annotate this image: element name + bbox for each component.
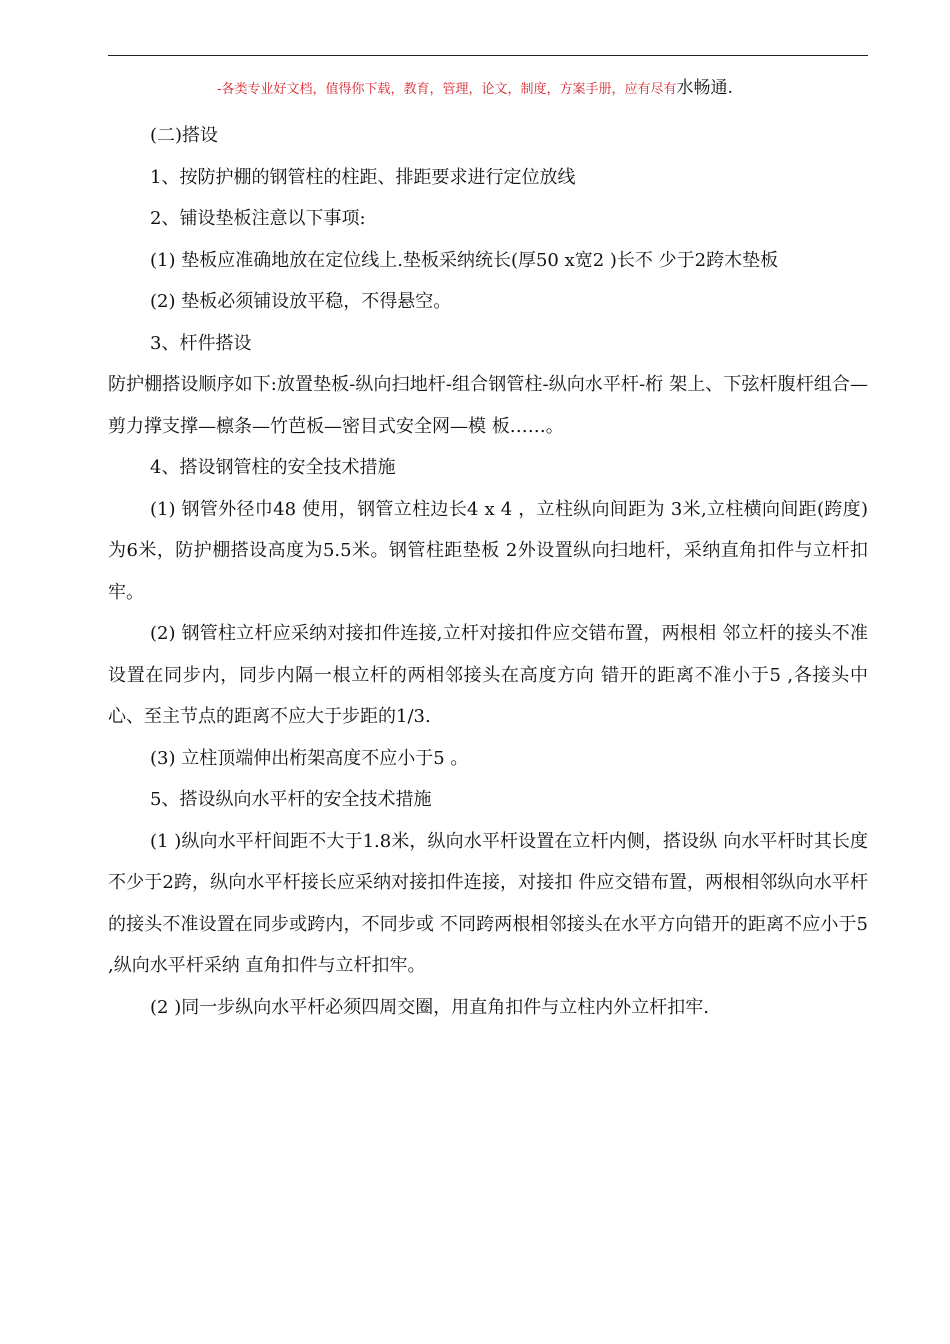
paragraph: 4、搭设钢管柱的安全技术措施 <box>150 457 396 478</box>
header-note: -各类专业好文档，值得你下载，教育，管理，论文，制度，方案手册，应有尽有 <box>217 82 677 97</box>
page-header <box>0 73 950 98</box>
paragraph: 5、搭设纵向水平杆的安全技术措施 <box>150 789 432 810</box>
paragraph: (1) 钢管外径巾48 使用，钢管立柱边长4 x 4 ，立柱纵向间距为 3米,立柱横向间距(跨度)为6米，防护棚搭设高度为5.5米。钢管柱距垫板 2外设置纵向扫地杆，采纳直角扣件与立杆扣牢。 <box>108 498 868 603</box>
paragraph: 2、铺设垫板注意以下事项: <box>150 208 366 229</box>
paragraph: (2) 钢管柱立杆应采纳对接扣件连接,立杆对接扣件应交错布置，两根相 邻立杆的接头不准设置在同步内，同步内隔一根立杆的两相邻接头在高度方向 错开的距离不准小于5 ,各接头中心、至主节点的距离不应大于步距的1/3. <box>108 623 868 727</box>
paragraph: (2) 垫板必须铺设放平稳，不得悬空。 <box>150 291 452 312</box>
paragraph: (1) 垫板应准确地放在定位线上.垫板采纳统长(厚50 x宽2 )长不 少于2跨木垫板 <box>150 249 779 271</box>
paragraph: 防护棚搭设顺序如下:放置垫板-纵向扫地杆-组合钢管柱-纵向水平杆-桁 架上、下弦杆腹杆组合—剪力撑支撑—檩条—竹芭板—密目式安全网—模 板……。 <box>108 374 868 437</box>
paragraph: 1、按防护棚的钢管柱的柱距、排距要求进行定位放线 <box>150 166 576 188</box>
paragraph: (1 )纵向水平杆间距不大于1.8米，纵向水平杆设置在立杆内侧，搭设纵 向水平杆时其长度不少于2跨，纵向水平杆接长应采纳对接扣件连接，对接扣 件应交错布置，两根相邻纵向水平杆的接头不准设置在同步或跨内，不同步或 不同跨两根相邻接头在水平方向错开的距离不应小于5 ,纵向水平杆采纳 直角扣件与立杆扣牢。 <box>108 830 868 976</box>
paragraph: 3、杆件搭设 <box>150 332 252 354</box>
document-body <box>108 115 868 1028</box>
paragraph: (2 )同一步纵向水平杆必须四周交圈，用直角扣件与立柱内外立杆扣牢. <box>150 996 709 1018</box>
header-rule <box>108 55 868 56</box>
section-heading: (二)搭设 <box>150 125 219 146</box>
paragraph: (3) 立柱顶端伸出桁架高度不应小于5 。 <box>150 747 469 769</box>
header-suffix: 水畅通. <box>676 78 733 98</box>
